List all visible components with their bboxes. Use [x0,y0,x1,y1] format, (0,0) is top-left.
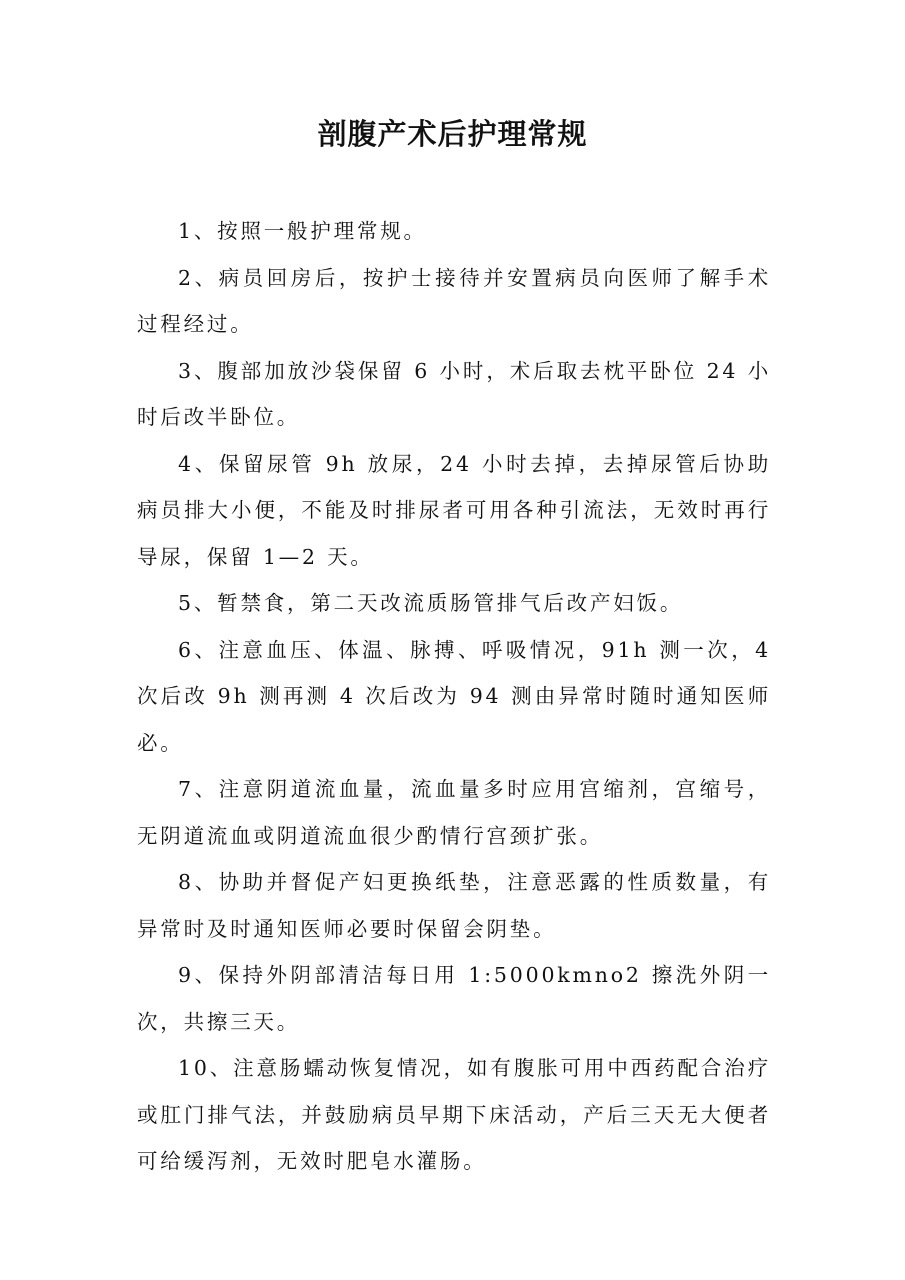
list-item: 9、保持外阴部清洁每日用 1:5000kmno2 擦洗外阴一次，共擦三天。 [137,963,771,1034]
list-item: 1、按照一般护理常规。 [178,219,427,243]
list-item: 2、病员回房后，按护士接待并安置病员向医师了解手术过程经过。 [137,265,771,336]
list-item: 6、注意血压、体温、脉搏、呼吸情况，91h 测一次，4 次后改 9h 测再测 4 次后改为 94 测由异常时随时通知医师必。 [137,637,771,755]
list-item: 8、协助并督促产妇更换纸垫，注意恶露的性质数量，有异常时及时通知医师必要时保留会阴垫。 [137,870,771,941]
list-item: 5、暂禁食，第二天改流质肠管排气后改产妇饭。 [178,591,684,615]
document-title: 剖腹产术后护理常规 [317,117,588,151]
list-item: 7、注意阴道流血量，流血量多时应用宫缩剂，宫缩号，无阴道流血或阴道流血很少酌情行宫颈扩张。 [137,777,771,848]
list-item: 3、腹部加放沙袋保留 6 小时，术后取去枕平卧位 24 小时后改半卧位。 [137,358,771,429]
list-item: 4、保留尿管 9h 放尿，24 小时去掉，去掉尿管后协助病员排大小便，不能及时排尿者可用各种引流法，无效时再行导尿，保留 1—2 天。 [137,451,771,569]
document-body [137,208,771,1185]
list-item: 10、注意肠蠕动恢复情况，如有腹胀可用中西药配合治疗或肛门排气法，并鼓励病员早期下床活动，产后三天无大便者可给缓泻剂，无效时肥皂水灌肠。 [137,1056,771,1173]
